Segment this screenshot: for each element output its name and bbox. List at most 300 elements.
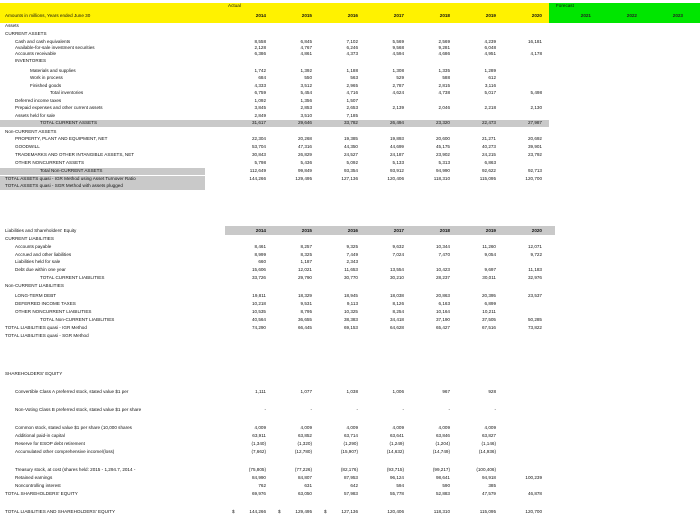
cell-value: 594 — [396, 483, 404, 488]
cell-value: 29,646 — [297, 120, 312, 125]
cell-value: 7,185 — [346, 113, 358, 118]
cell-value: 4,009 — [346, 425, 358, 430]
cell-value: 12,071 — [527, 244, 542, 249]
cell-value: (14,936) — [478, 449, 496, 454]
row-label: Liabilities held for sale — [15, 259, 61, 264]
row-label: DEFERRED INCOME TAXES — [15, 301, 76, 306]
row-label: Treasury stock, at cost (shares held: 2015 - 1,294.7, 2014 - — [15, 467, 136, 472]
cell-value: 2,815 — [438, 83, 450, 88]
row-label: TOTAL SHAREHOLDERS' EQUITY — [5, 491, 78, 496]
cell-value: 8,558 — [254, 39, 266, 44]
cell-value: 3,845 — [254, 105, 266, 110]
cell-value: (99,217) — [432, 467, 450, 472]
cell-value: (7,662) — [251, 449, 266, 454]
cell-value: 6,863 — [484, 160, 496, 165]
cell-value: 144,266 — [249, 509, 266, 514]
cell-value: 37,190 — [435, 317, 450, 322]
cell-value: 12,021 — [297, 267, 312, 272]
cell-value: 52,883 — [435, 491, 450, 496]
cell-value: 1,006 — [392, 389, 404, 394]
dollar-sign: $ — [232, 509, 235, 514]
cell-value: (1,249) — [389, 441, 404, 446]
row-label: Deferred income taxes — [15, 98, 62, 103]
cell-value: 44,350 — [343, 144, 358, 149]
row-label: TOTAL CURRENT ASSETS — [40, 120, 98, 125]
cell-value: 1,188 — [346, 68, 358, 73]
cell-value: 13,554 — [389, 267, 404, 272]
row-label: Reserve for ESOP debt retirement — [15, 441, 85, 446]
cell-value: 36,655 — [297, 317, 312, 322]
row-label: TOTAL LIABILITIES quasi - IGR Method — [5, 325, 87, 330]
cell-value: 4,951 — [484, 51, 496, 56]
cell-value: 11,260 — [482, 244, 496, 249]
cell-value: 37,505 — [481, 317, 496, 322]
row-label: Assets held for sale — [15, 113, 56, 118]
cell-value: 4,594 — [392, 51, 404, 56]
cell-value: 63,911 — [252, 433, 266, 438]
cell-value: 40,273 — [481, 144, 496, 149]
cell-value: 4,738 — [438, 90, 450, 95]
row-label: Cash and cash equivalents — [15, 39, 71, 44]
cell-value: 1,077 — [300, 389, 312, 394]
cell-value: 631 — [304, 483, 312, 488]
row-label: LONG-TERM DEBT — [15, 293, 57, 298]
cell-value: 9,632 — [392, 244, 404, 249]
cell-value: 6,246 — [346, 45, 358, 50]
row-label: OTHER NONCURRENT LIABILITIES — [15, 309, 92, 314]
cell-value: 4,686 — [438, 51, 450, 56]
cell-value: 6,163 — [438, 301, 450, 306]
cell-value: 9,531 — [300, 301, 312, 306]
cell-value: 120,700 — [525, 176, 542, 181]
cell-value: 47,316 — [297, 144, 312, 149]
cell-value: 45,175 — [435, 144, 450, 149]
cell-value: 129,495 — [295, 509, 312, 514]
cell-value: 5,313 — [438, 160, 450, 165]
cell-value: 4,767 — [300, 45, 312, 50]
cell-value: (15,907) — [340, 449, 358, 454]
cell-value: 63,827 — [481, 433, 496, 438]
cell-value: 57,983 — [343, 491, 358, 496]
cell-value: 87,953 — [343, 475, 358, 480]
cell-value: - — [310, 407, 312, 412]
cell-value: 93,912 — [389, 168, 404, 173]
cell-value: - — [402, 407, 404, 412]
cell-value: 5,133 — [392, 160, 404, 165]
cell-value: 4,333 — [254, 83, 266, 88]
cell-value: 92,713 — [527, 168, 542, 173]
cell-value: 4,009 — [392, 425, 404, 430]
cell-value: 30,011 — [482, 275, 496, 280]
cell-value: 30,210 — [389, 275, 404, 280]
cell-value: 3,512 — [300, 83, 312, 88]
cell-value: 2,130 — [530, 105, 542, 110]
cell-value: 588 — [442, 75, 450, 80]
cell-value: 7,024 — [392, 252, 404, 257]
cell-value: 112,649 — [249, 168, 266, 173]
cell-value: 144,266 — [249, 176, 266, 181]
cell-value: 18,945 — [343, 293, 358, 298]
cell-value: (1,340) — [251, 441, 266, 446]
cell-value: 99,849 — [297, 168, 312, 173]
cell-value: 10,344 — [435, 244, 450, 249]
cell-value: 55,778 — [389, 491, 404, 496]
cell-value: 47,579 — [481, 491, 496, 496]
cell-value: 46,878 — [527, 491, 542, 496]
cell-value: (12,780) — [294, 449, 312, 454]
row-label: Convertible Class A preferred stock, stated value $1 per — [15, 389, 129, 394]
cell-value: 120,700 — [525, 509, 542, 514]
cell-value: 9,281 — [438, 45, 450, 50]
cell-value: 7,449 — [346, 252, 358, 257]
cell-value: 34,418 — [389, 317, 404, 322]
row-label: Total inventories — [50, 90, 84, 95]
cell-value: 4,624 — [392, 90, 404, 95]
cell-value: 6,386 — [254, 51, 266, 56]
cell-value: 660 — [258, 259, 266, 264]
cell-value: 9,722 — [530, 252, 542, 257]
cell-value: 6,899 — [484, 301, 496, 306]
cell-value: 2,569 — [438, 39, 450, 44]
forecast-year-header: 2022 — [626, 13, 637, 18]
cell-value: 10,325 — [343, 309, 358, 314]
cell-value: 4,009 — [254, 425, 266, 430]
cell-value: 19,385 — [343, 136, 358, 141]
cell-value: 98,641 — [435, 475, 450, 480]
cell-value: 120,406 — [387, 176, 404, 181]
year-header: 2018 — [439, 13, 450, 18]
cell-value: 40,564 — [251, 317, 266, 322]
row-label: TOTAL ASSETS quasi - SGR Method with assets plugged — [5, 183, 123, 188]
cell-value: 5,569 — [392, 39, 404, 44]
cell-value: 69,153 — [343, 325, 358, 330]
cell-value: 3,116 — [484, 83, 496, 88]
row-label: TOTAL LIABILITIES AND SHAREHOLDERS' EQUITY — [5, 509, 116, 514]
year-header: 2014 — [255, 228, 266, 233]
cell-value: 33,726 — [251, 275, 266, 280]
row-label: OTHER NONCURRENT ASSETS — [15, 160, 85, 165]
cell-value: (1,146) — [481, 441, 496, 446]
row-label: Finished goods — [30, 83, 62, 88]
current-assets-heading: CURRENT ASSETS — [5, 31, 47, 36]
row-label: Retained earnings — [15, 475, 53, 480]
cell-value: 2,343 — [346, 259, 358, 264]
cell-value: 612 — [488, 75, 496, 80]
cell-value: 8,254 — [392, 309, 404, 314]
row-label: GOODWILL — [15, 144, 40, 149]
cell-value: 1,507 — [346, 98, 358, 103]
cell-value: 63,852 — [297, 433, 312, 438]
cell-value: 762 — [258, 483, 266, 488]
assets-label: Assets — [5, 23, 19, 28]
cell-value: 5,798 — [254, 160, 266, 165]
row-label: Materials and supplies — [30, 68, 76, 73]
cell-value: 3,510 — [300, 113, 312, 118]
cell-value: 2,139 — [392, 105, 404, 110]
forecast-year-header: 2023 — [672, 13, 683, 18]
cell-value: 94,990 — [435, 168, 450, 173]
cell-value: 2,128 — [254, 45, 266, 50]
year-header: 2019 — [485, 228, 496, 233]
row-label: TRADEMARKS AND OTHER INTANGIBLE ASSETS, NET — [15, 152, 135, 157]
cell-value: 20,600 — [435, 136, 450, 141]
cell-value: 20,863 — [435, 293, 450, 298]
row-label: Non-Voting Class B preferred stock, stated value $1 per share — [15, 407, 142, 412]
forecast-year-header: 2021 — [580, 13, 591, 18]
cell-value: 10,423 — [435, 267, 450, 272]
cell-value: 23,537 — [527, 293, 542, 298]
cell-value: 1,392 — [300, 68, 312, 73]
row-label: TOTAL ASSETS quasi - IGR Method using Asset Turnover Ratio — [5, 176, 136, 181]
row-label: Additional paid-in capital — [15, 433, 65, 438]
cell-value: 63,050 — [297, 491, 312, 496]
cell-value: 8,999 — [254, 252, 266, 257]
cell-value: 74,290 — [251, 325, 266, 330]
year-header: 2020 — [531, 228, 542, 233]
cell-value: 9,325 — [346, 244, 358, 249]
cell-value: 84,990 — [251, 475, 266, 480]
cell-value: 4,009 — [300, 425, 312, 430]
row-label: Noncontrolling interest — [15, 483, 61, 488]
cell-value: 24,215 — [481, 152, 496, 157]
cell-value: 5,092 — [346, 160, 358, 165]
cell-value: 120,406 — [387, 509, 404, 514]
year-header: 2018 — [439, 228, 450, 233]
cell-value: 9,568 — [392, 45, 404, 50]
cell-value: 115,095 — [479, 176, 496, 181]
cell-value: 118,310 — [433, 509, 450, 514]
cell-value: 11,653 — [344, 267, 358, 272]
cell-value: 7,102 — [346, 39, 358, 44]
cell-value: 2,965 — [346, 83, 358, 88]
cell-value: 23,792 — [527, 152, 542, 157]
cell-value: (1,320) — [297, 441, 312, 446]
row-label: Accounts receivable — [15, 51, 57, 56]
cell-value: 4,178 — [530, 51, 542, 56]
cell-value: 5,498 — [530, 90, 542, 95]
cell-value: 15,606 — [251, 267, 266, 272]
cell-value: 590 — [442, 483, 450, 488]
cell-value: 53,704 — [251, 144, 266, 149]
cell-value: 94,918 — [481, 475, 496, 480]
row-label: TOTAL Non-CURRENT LIABILITIES — [40, 317, 115, 322]
cell-value: (14,749) — [432, 449, 450, 454]
row-label: Available-for-sale investment securities — [15, 45, 95, 50]
cell-value: 20,395 — [481, 293, 496, 298]
cell-value: 5,454 — [300, 90, 312, 95]
cell-value: 6,759 — [254, 90, 266, 95]
liabilities-title: Liabilities and Shareholders' Equity — [5, 228, 77, 233]
cell-value: 10,535 — [251, 309, 266, 314]
row-label: Non-CURRENT LIABILITIES — [5, 283, 64, 288]
cell-value: 8,325 — [300, 252, 312, 257]
cell-value: 96,124 — [389, 475, 404, 480]
cell-value: 27,987 — [527, 120, 542, 125]
cell-value: 28,237 — [435, 275, 450, 280]
cell-value: 20,692 — [527, 136, 542, 141]
cell-value: 19,811 — [252, 293, 266, 298]
cell-value: 7,470 — [438, 252, 450, 257]
cell-value: 4,861 — [300, 51, 312, 56]
forecast-label: Forecast — [556, 3, 574, 8]
cell-value: 4,373 — [346, 51, 358, 56]
row-label: TOTAL CURRENT LIABILITIES — [40, 275, 105, 280]
cell-value: 529 — [396, 75, 404, 80]
cell-value: 73,822 — [527, 325, 542, 330]
cell-value: 22,304 — [251, 136, 266, 141]
cell-value: 63,641 — [389, 433, 404, 438]
row-label: Non-CURRENT ASSETS — [5, 129, 57, 134]
cell-value: 20,268 — [297, 136, 312, 141]
cell-value: 66,445 — [297, 325, 312, 330]
cell-value: 2,849 — [254, 113, 266, 118]
row-label: Prepaid expenses and other current assets — [15, 105, 103, 110]
row-label: CURRENT LIABILITIES — [5, 236, 54, 241]
cell-value: 21,271 — [481, 136, 496, 141]
cell-value: 22,473 — [481, 120, 496, 125]
cell-value: 23,320 — [435, 120, 450, 125]
cell-value: 127,136 — [341, 509, 358, 514]
row-label: Work in process — [30, 75, 63, 80]
cell-value: 24,527 — [343, 152, 358, 157]
cell-value: 129,495 — [295, 176, 312, 181]
cell-value: 9,697 — [484, 267, 496, 272]
cell-value: 6,048 — [484, 45, 496, 50]
cell-value: 8,795 — [300, 309, 312, 314]
cell-value: (1,204) — [435, 441, 450, 446]
cell-value: 63,846 — [435, 433, 450, 438]
cell-value: 127,136 — [341, 176, 358, 181]
row-label: TOTAL LIABILITIES quasi - SGR Method — [5, 333, 89, 338]
cell-value: 684 — [258, 75, 266, 80]
year-header: 2015 — [301, 228, 312, 233]
cell-value: 10,164 — [435, 309, 450, 314]
cell-value: (1,290) — [343, 441, 358, 446]
cell-value: 5,017 — [484, 90, 496, 95]
cell-value: 30,770 — [343, 275, 358, 280]
cell-value: 10,218 — [251, 301, 266, 306]
cell-value: 18,038 — [389, 293, 404, 298]
year-header: 2020 — [531, 13, 542, 18]
cell-value: 1,038 — [346, 389, 358, 394]
total-assets-band — [0, 168, 205, 175]
dollar-sign: $ — [278, 509, 281, 514]
cell-value: 118,310 — [433, 176, 450, 181]
cell-value: - — [448, 407, 450, 412]
cell-value: 1,289 — [484, 68, 496, 73]
cell-value: 84,807 — [297, 475, 312, 480]
row-label: Accrued and other liabilities — [15, 252, 72, 257]
cell-value: 4,009 — [438, 425, 450, 430]
cell-value: 9,113 — [346, 301, 358, 306]
cell-value: 30,843 — [251, 152, 266, 157]
cell-value: 9,054 — [484, 252, 496, 257]
cell-value: 4,716 — [346, 90, 358, 95]
cell-value: 1,356 — [300, 98, 312, 103]
row-label: Accounts payable — [15, 244, 52, 249]
cell-value: - — [264, 407, 266, 412]
cell-value: 26,494 — [389, 120, 404, 125]
cell-value: (75,805) — [248, 467, 266, 472]
cell-value: 2,787 — [392, 83, 404, 88]
cell-value: 115,095 — [479, 509, 496, 514]
cell-value: 1,187 — [300, 259, 312, 264]
row-label: Debt due within one year — [15, 267, 66, 272]
cell-value: 65,427 — [435, 325, 450, 330]
cell-value: (14,632) — [386, 449, 404, 454]
cell-value: 16,181 — [527, 39, 542, 44]
cell-value: 8,126 — [392, 301, 404, 306]
year-header: 2017 — [393, 228, 404, 233]
cell-value: 33,782 — [343, 120, 358, 125]
cell-value: 23,902 — [435, 152, 450, 157]
cell-value: 8,461 — [254, 244, 266, 249]
cell-value: 26,829 — [297, 152, 312, 157]
cell-value: 63,714 — [343, 433, 358, 438]
cell-value: 31,617 — [251, 120, 266, 125]
equity-title: SHAREHOLDERS' EQUITY — [5, 371, 63, 376]
row-label: Accumulated other comprehensive income/(loss) — [15, 449, 115, 454]
cell-value: 928 — [488, 389, 496, 394]
year-header: 2016 — [347, 228, 358, 233]
cell-value: 385 — [488, 483, 496, 488]
cell-value: 18,329 — [297, 293, 312, 298]
cell-value: 4,239 — [484, 39, 496, 44]
cell-value: 92,622 — [481, 168, 496, 173]
cell-value: 8,257 — [300, 244, 312, 249]
cell-value: 967 — [442, 389, 450, 394]
dollar-sign: $ — [324, 509, 327, 514]
cell-value: 2,853 — [300, 105, 312, 110]
cell-value: - — [356, 407, 358, 412]
cell-value: 67,516 — [481, 325, 496, 330]
row-label: PROPERTY, PLANT AND EQUIPMENT, NET — [15, 136, 108, 141]
cell-value: 642 — [350, 483, 358, 488]
cell-value: 6,845 — [300, 39, 312, 44]
cell-value: 19,893 — [389, 136, 404, 141]
cell-value: 2,046 — [438, 105, 450, 110]
row-label: Common stock, stated value $1 per share (10,000 shares — [15, 425, 132, 430]
cell-value: 24,187 — [389, 152, 404, 157]
cell-value: 11,183 — [528, 267, 542, 272]
cell-value: 93,354 — [343, 168, 358, 173]
cell-value: 100,239 — [525, 475, 542, 480]
cell-value: (100,406) — [476, 467, 496, 472]
cell-value: 1,335 — [438, 68, 450, 73]
cell-value: 5,436 — [300, 160, 312, 165]
cell-value: 44,699 — [389, 144, 404, 149]
cell-value: 64,628 — [389, 325, 404, 330]
year-header: 2016 — [347, 13, 358, 18]
cell-value: 1,742 — [254, 68, 266, 73]
year-header: 2017 — [393, 13, 404, 18]
cell-value: 563 — [350, 75, 358, 80]
cell-value: 29,790 — [297, 275, 312, 280]
cell-value: - — [494, 407, 496, 412]
cell-value: 550 — [304, 75, 312, 80]
cell-value: (77,226) — [294, 467, 312, 472]
year-header: 2019 — [485, 13, 496, 18]
year-header: 2014 — [255, 13, 266, 18]
cell-value: 1,308 — [392, 68, 404, 73]
cell-value: 32,976 — [527, 275, 542, 280]
cell-value: 38,383 — [343, 317, 358, 322]
row-label: Total Non-CURRENT ASSETS — [40, 168, 103, 173]
cell-value: 10,211 — [482, 309, 496, 314]
cell-value: 39,901 — [527, 144, 542, 149]
row-label: INVENTORIES — [15, 58, 47, 63]
cell-value: (82,176) — [340, 467, 358, 472]
